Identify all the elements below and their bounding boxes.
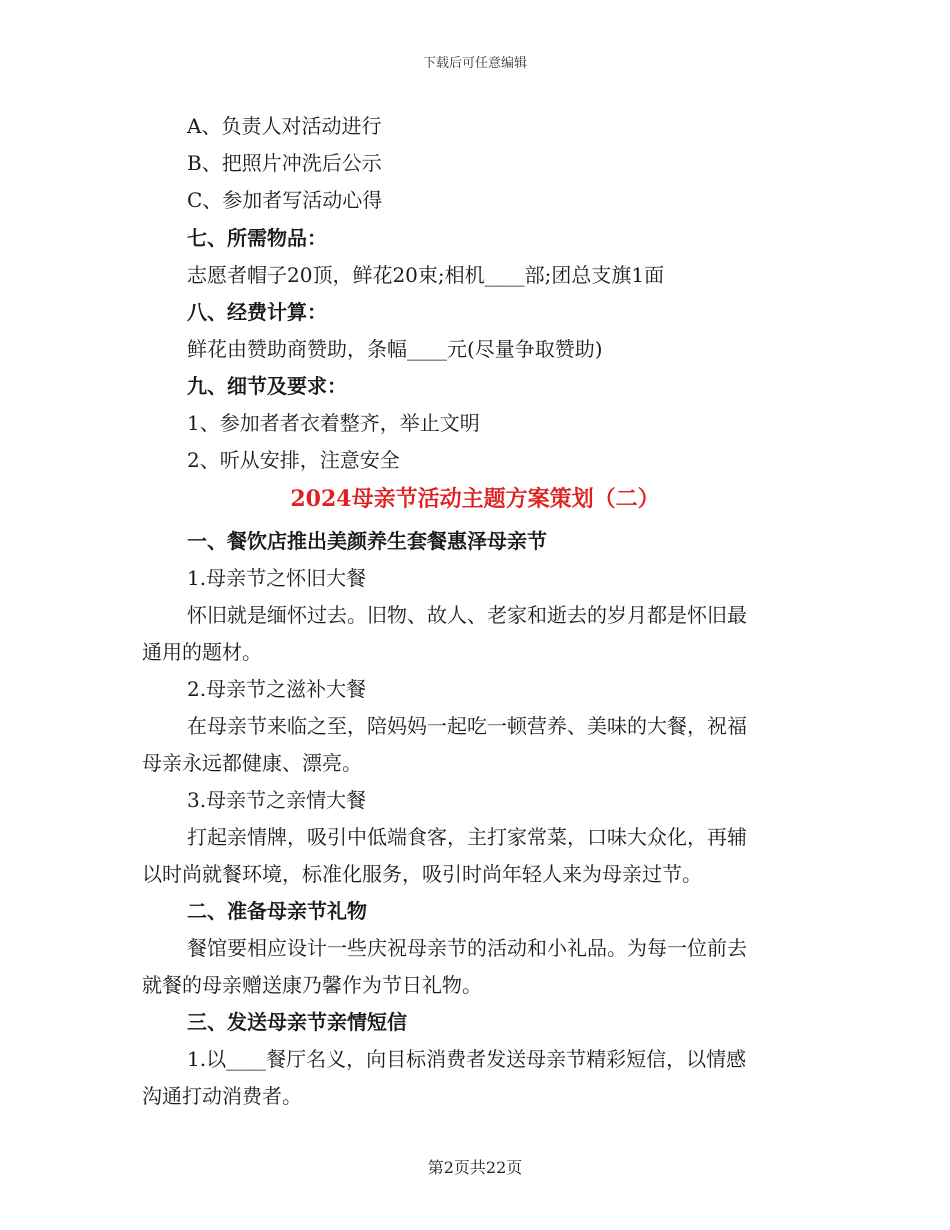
items-text: 志愿者帽子20顶，鲜花20束;相机____部;团总支旗1面 [187,263,665,287]
paragraph-1-line-2: 通用的题材。 [142,640,262,664]
paragraph-4-line-2: 就餐的母亲赠送康乃馨作为节日礼物。 [142,973,482,997]
heading-9: 九、细节及要求： [187,374,347,398]
budget-text: 鲜花由赞助商赞助，条幅____元(尽量争取赞助) [187,337,603,361]
requirement-2: 2、听从安排，注意安全 [187,448,400,472]
list-item-b: B、把照片冲洗后公示 [187,151,382,175]
requirement-1: 1、参加者者衣着整齐，举止文明 [187,411,480,435]
paragraph-3-line-1: 打起亲情牌，吸引中低端食客，主打家常菜，口味大众化，再辅 [187,825,747,849]
heading-8: 八、经费计算： [187,300,327,324]
list-item-c: C、参加者写活动心得 [187,188,383,212]
page-header-note: 下载后可任意编辑 [422,56,527,71]
paragraph-5-line-1: 1.以____餐厅名义，向目标消费者发送母亲节精彩短信，以情感 [187,1047,747,1071]
section-heading-1: 一、餐饮店推出美颜养生套餐惠泽母亲节 [187,529,547,553]
paragraph-4-line-1: 餐馆要相应设计一些庆祝母亲节的活动和小礼品。为每一位前去 [187,936,747,960]
paragraph-2-line-2: 母亲永远都健康、漂亮。 [142,751,362,775]
list-item-a: A、负责人对活动进行 [187,114,382,138]
section-heading-2: 二、准备母亲节礼物 [187,899,367,923]
heading-7: 七、所需物品： [187,226,327,250]
subheading-2: 2.母亲节之滋补大餐 [187,677,367,701]
paragraph-2-line-1: 在母亲节来临之至，陪妈妈一起吃一顿营养、美味的大餐，祝福 [187,714,747,738]
document-title: 2024母亲节活动主题方案策划（二） [290,486,660,512]
paragraph-5-line-2: 沟通打动消费者。 [142,1084,302,1108]
paragraph-3-line-2: 以时尚就餐环境，标准化服务，吸引时尚年轻人来为母亲过节。 [142,862,702,886]
paragraph-1-line-1: 怀旧就是缅怀过去。旧物、故人、老家和逝去的岁月都是怀旧最 [187,603,747,627]
subheading-1: 1.母亲节之怀旧大餐 [187,566,367,590]
subheading-3: 3.母亲节之亲情大餐 [187,788,367,812]
page-number: 第2页共22页 [427,1158,523,1177]
section-heading-3: 三、发送母亲节亲情短信 [187,1010,407,1034]
